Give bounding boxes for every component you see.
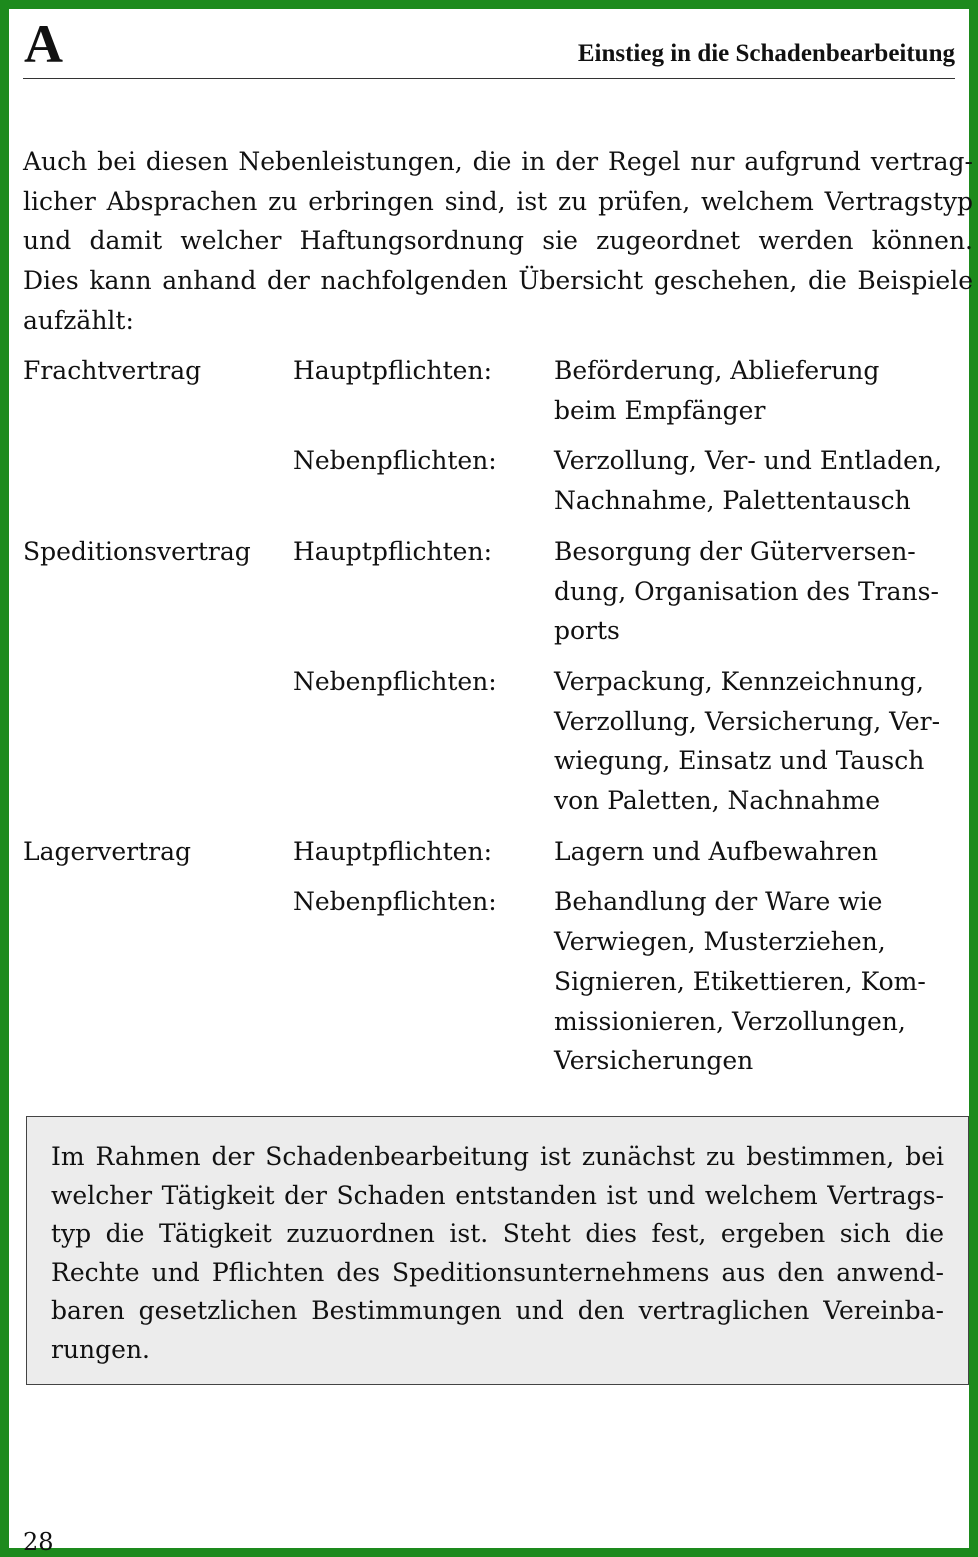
page-number: 28 [23,1528,54,1556]
intro-line: Dies kann anhand der nachfolgenden Übersicht geschehen, die Beispiele [23,266,973,296]
duty-label: Hauptpflichten: [293,356,492,385]
note-line: welcher Tätigkeit der Schaden entstanden ist und welchem Vertrags- [51,1180,944,1210]
duty-items: Besorgung der Güterversen- dung, Organisation des Trans- ports [554,536,939,646]
header-rule [23,78,955,79]
duty-items: Verpackung, Kennzeichnung, Verzollung, Versicherung, Ver- wiegung, Einsatz und Tausch von Paletten, Nachnahme [554,666,941,816]
note-line: baren gesetzlichen Bestimmungen und den vertraglichen Vereinba- [51,1296,944,1326]
contract-row-lager [23,832,973,872]
duty-items: Verzollung, Ver- und Entladen, Nachnahme, Palettentausch [554,446,943,516]
intro-line: Auch bei diesen Nebenleistungen, die in der Regel nur aufgrund vertrag- [23,147,973,176]
note-line: Rechte und Pflichten des Speditionsunternehmens aus den anwend- [51,1257,944,1287]
contract-row-spedition [23,532,973,651]
duty-label: Hauptpflichten: [293,536,492,566]
running-title: Einstieg in die Schadenbearbeitung [577,40,955,67]
duty-items: Beförderung, Ablieferung beim Empfänger [554,356,880,425]
chapter-letter: A [24,14,63,74]
note-line: Im Rahmen der Schadenbearbeitung ist zunächst zu bestimmen, bei [51,1142,944,1171]
duty-label: Nebenpflichten: [293,666,497,696]
intro-line: und damit welcher Haftungsordnung sie zugeordnet werden können. [23,226,973,256]
contract-type: Frachtvertrag [23,356,202,385]
duty-label: Nebenpflichten: [293,446,497,476]
intro-paragraph [23,142,973,341]
contract-row-fracht [23,351,973,430]
note-line: rungen. [51,1334,150,1364]
contract-overview [23,351,973,1092]
duty-items: Behandlung der Ware wie Verwiegen, Musterziehen, Signieren, Etikettieren, Kom- missionieren, Verzollungen, Versicherungen [554,887,926,1076]
contract-type: Lagervertrag [23,836,192,866]
duty-items: Lagern und Aufbewahren [554,836,878,866]
contract-row-fracht-secondary [23,441,973,520]
contract-row-lager-secondary [23,882,973,1081]
intro-line: aufzählt: [23,305,134,335]
duty-label: Nebenpflichten: [293,887,497,917]
note-line: typ die Tätigkeit zuzuordnen ist. Steht dies fest, ergeben sich die [51,1219,944,1249]
summary-box [26,1116,969,1385]
contract-type: Speditionsvertrag [23,536,251,566]
contract-row-spedition-secondary [23,662,973,821]
duty-label: Hauptpflichten: [293,836,492,866]
intro-line: licher Absprachen zu erbringen sind, ist zu prüfen, welchem Vertragstyp [23,186,973,216]
